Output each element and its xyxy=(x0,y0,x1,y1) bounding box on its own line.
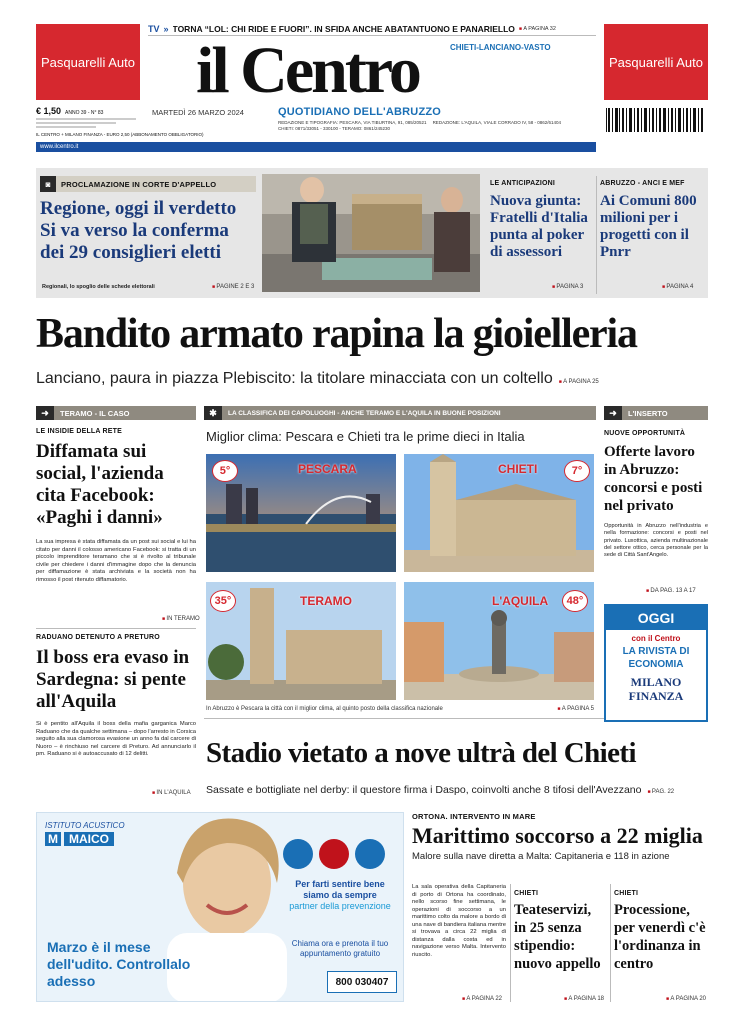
city-label-laquila: L'AQUILA xyxy=(492,594,549,608)
main-headline[interactable]: Bandito armato rapina la gioielleria xyxy=(36,311,637,357)
story-headline[interactable]: Diffamata sui social, l'azienda cita Facebook: «Paghi i danni» xyxy=(36,441,164,528)
promo-con: con il Centro xyxy=(631,634,681,643)
top-story-comuni[interactable] xyxy=(600,180,706,261)
story-subheadline: Malore sulla nave diretta a Malta: Capitaneria e 118 in azione xyxy=(412,851,670,862)
story-kicker-band xyxy=(40,176,256,192)
page-ref[interactable]: ■ PAGINE 2 E 3 xyxy=(212,284,254,290)
band-label: LA CLASSIFICA DEI CAPOLUOGHI - ANCHE TERAMO E L'AQUILA IN BUONE POSIZIONI xyxy=(222,406,596,420)
classifica-caption: In Abruzzo è Pescara la città con il miglior clima, al quinto posto della classifica nazionale xyxy=(206,706,443,712)
band-label: L'INSERTO xyxy=(622,406,708,420)
page-ref[interactable]: ■ A PAGINA 18 xyxy=(564,996,604,1002)
divider xyxy=(596,176,597,294)
story-kicker: CHIETI xyxy=(614,890,639,897)
story-headline[interactable]: Nuova giunta: Fratelli d'Italia punta al poker di assessori xyxy=(490,193,588,260)
top-story-regione[interactable] xyxy=(40,176,256,264)
top-story-giunta[interactable] xyxy=(490,180,592,261)
page-ref[interactable]: ■ PAGINA 3 xyxy=(552,284,583,290)
promo-rivista: LA RIVISTA DI ECONOMIA xyxy=(622,646,690,670)
maico-tagline xyxy=(281,879,399,912)
arrow-right-icon: ➜ xyxy=(36,406,54,420)
story-facebook[interactable] xyxy=(36,428,196,584)
story-lavoro[interactable] xyxy=(604,430,708,559)
ad-label: Pasquarelli Auto xyxy=(41,54,135,70)
city-label-pescara: PESCARA xyxy=(298,462,357,476)
promo-milano-finanza: MILANO FINANZA xyxy=(628,675,684,703)
top-banner-text: TORNA “LOL: CHI RIDE E FUORI”. IN SFIDA ANCHE ABATANTUONO E PANARIELLO xyxy=(172,23,515,34)
story-headline[interactable]: Marittimo soccorso a 22 miglia xyxy=(412,823,703,848)
story-marittimo[interactable] xyxy=(412,812,708,862)
story-headline[interactable]: Teateservizi, in 25 senza stipendio: nuovo appello xyxy=(514,902,601,972)
story-headline[interactable]: Ai Comuni 800 milioni per i progetti con il Pnrr xyxy=(600,193,697,260)
edition-label: CHIETI-LANCIANO-VASTO xyxy=(450,43,551,52)
arrow-right-icon: ➜ xyxy=(604,406,622,420)
promo-oggi: OGGI xyxy=(606,606,706,630)
barcode xyxy=(604,106,708,140)
story-headline[interactable]: Regione, oggi il verdetto Si va verso la conferma dei 29 consiglieri eletti xyxy=(40,198,237,263)
sport-headline[interactable]: Stadio vietato a nove ultrà del Chieti xyxy=(206,737,636,769)
rank-badge-chieti: 7° xyxy=(564,460,590,482)
maico-brand-top: ISTITUTO ACUSTICO xyxy=(45,821,125,830)
tagline: QUOTIDIANO DELL'ABRUZZO xyxy=(278,106,442,118)
story-teateservizi[interactable] xyxy=(514,890,606,973)
double-arrow-icon: » xyxy=(163,23,169,34)
maico-badges xyxy=(283,839,385,869)
story-headline[interactable]: Processione, per venerdì c'è l'ordinanza in centro xyxy=(614,902,706,972)
story-kicker: ORTONA. INTERVENTO IN MARE xyxy=(412,812,536,821)
band-label: TERAMO - IL CASO xyxy=(54,406,196,420)
sport-sub-row xyxy=(206,784,710,796)
newspaper-title[interactable]: il Centro xyxy=(196,34,419,107)
story-kicker: NUOVE OPPORTUNITÀ xyxy=(604,430,686,437)
milano-finanza-promo[interactable] xyxy=(604,604,708,722)
story-kicker: PROCLAMAZIONE IN CORTE D'APPELLO xyxy=(61,179,217,189)
story-kicker: CHIETI xyxy=(514,890,539,897)
rank-badge-teramo: 35° xyxy=(210,590,236,612)
maico-headline: Marzo è il mese dell'udito. Controllalo adesso xyxy=(47,939,191,989)
story-headline[interactable]: Il boss era evaso in Sardegna: si pente all'Aquila xyxy=(36,647,190,712)
story-body: Opportunità in Abruzzo nell'industria e nella formazione: concorsi e posti nel privato. Luxottica, azienda multinazionale del settore ottico, cerca personale per la sede di Città Sant'Angelo. xyxy=(604,523,708,559)
website-url[interactable]: www.ilcentro.it xyxy=(40,144,79,150)
sun-icon: ✱ xyxy=(204,406,222,420)
section-band-teramo xyxy=(36,406,196,420)
page-ref[interactable]: ■ PAG. 22 xyxy=(647,789,674,795)
audio-icon: ◙ xyxy=(40,176,56,192)
page-ref[interactable]: ■ A PAGINA 22 xyxy=(462,996,502,1002)
address-block xyxy=(278,120,608,132)
photo-caption: Regionali, lo spoglio delle schede elettorali xyxy=(42,284,155,290)
section-band-inserto xyxy=(604,406,708,420)
page-ref[interactable]: ■ PAGINA 4 xyxy=(662,284,693,290)
section-band-classifica xyxy=(204,406,596,420)
city-label-teramo: TERAMO xyxy=(300,594,352,608)
small-info: IL CENTRO + MILANO FINANZA - EURO 2,50 (ABBONAMENTO OBBLIGATORIO) xyxy=(36,132,204,137)
page-ref[interactable]: ■ A PAGINA 25 xyxy=(559,379,599,385)
address-aquila: REDAZIONE: L'AQUILA, VIALE CORRADO IV, 58 - 0862/61404 xyxy=(432,120,562,125)
maico-logo xyxy=(45,821,125,846)
ad-label: Pasquarelli Auto xyxy=(609,54,703,70)
divider xyxy=(510,884,511,1002)
divider xyxy=(36,628,196,629)
city-label-chieti: CHIETI xyxy=(498,462,538,476)
maico-phone-button[interactable] xyxy=(327,971,397,993)
story-kicker: RADUANO DETENUTO A PRETURO xyxy=(36,634,160,641)
story-kicker: LE ANTICIPAZIONI xyxy=(490,180,556,187)
maico-m-icon: M xyxy=(45,832,61,846)
issue-number: ANNO 39 - N° 83 xyxy=(65,110,104,116)
page-ref[interactable]: ■ A PAGINA 5 xyxy=(557,706,594,712)
maico-tagline-1: Per farti sentire bene siamo da sempre xyxy=(295,879,385,900)
story-body: Si è pentito all'Aquila il boss della mafia garganica Marco Raduano che da qualche settimana – dopo l'arresto in Corsica seguito alla sua clamorosa evasione un anno fa dal carcere di Nuoro – è rinchiuso nel carcere di Preturo. Ad annunciarlo il pm. Raduano si è autoaccusato di 12 delitti. xyxy=(36,721,196,758)
sport-subheadline: Sassate e bottigliate nel derby: il questore firma i Daspo, coinvolti anche 8 tifosi dell'Avezzano xyxy=(206,784,642,796)
badge-icon xyxy=(355,839,385,869)
marittimo-body: La sala operativa della Capitaneria di porto di Ortona ha coordinato, nello scorso fine settimana, le operazioni di soccorso a un marittimo colto da malore a bordo di una nave di bandiera italiana mentre si trovava a circa 22 miglia di distanza dalla costa ed in navigazione verso Malta. Intervento riuscito. xyxy=(412,884,506,958)
main-subheadline-row xyxy=(36,370,712,388)
badge-icon xyxy=(283,839,313,869)
tv-label: TV xyxy=(148,23,160,34)
page-ref[interactable]: ■ IN TERAMO xyxy=(162,616,200,622)
ad-pasquarelli-right[interactable] xyxy=(604,24,708,100)
maico-brand: MAICO xyxy=(64,832,114,846)
page-ref[interactable]: ■ DA PAG. 13 A 17 xyxy=(646,588,696,594)
rank-badge-laquila: 48° xyxy=(562,590,588,612)
ballot-count-photo xyxy=(262,174,480,292)
maico-phone[interactable]: 800 030407 xyxy=(335,976,389,988)
ad-maico[interactable] xyxy=(36,812,404,1002)
page-ref[interactable]: ■ A PAGINA 20 xyxy=(666,996,706,1002)
url-bar[interactable] xyxy=(36,142,596,152)
classifica-title[interactable]: Miglior clima: Pescara e Chieti tra le prime dieci in Italia xyxy=(206,429,525,444)
divider xyxy=(610,884,611,1002)
badge-icon xyxy=(319,839,349,869)
address-pescara: REDAZIONE E TIPOGRAFIA: PESCARA, VIA TIBURTINA, 91, 085/20521 xyxy=(278,120,427,125)
story-body: La sua impresa è stata diffamata da un post sui social e lui ha citato per danni il colosso americano Facebook: si tratta di un piccolo imprenditore teramano che si è rivolto al tribunale civile per chiedere i danni d'immagine dopo che la denuncia per diffamazione è stata archiviata e la società non ha rimosso il post ritenuto diffamatorio. xyxy=(36,539,196,583)
address-chieti: CHIETI: 0871/33051 - 330100 - TERAMO: 0861/245230 xyxy=(278,126,390,132)
story-boss[interactable] xyxy=(36,634,196,759)
top-banner-ref: ■ A PAGINA 32 xyxy=(519,26,556,32)
story-headline[interactable]: Offerte lavoro in Abruzzo: concorsi e posti nel privato xyxy=(604,444,703,514)
price: € 1,50 xyxy=(36,106,62,116)
page-ref[interactable]: ■ IN L'AQUILA xyxy=(152,790,191,796)
rank-badge-pescara: 5° xyxy=(212,460,238,482)
maico-tagline-2: partner della prevenzione xyxy=(289,901,391,911)
story-kicker: LE INSIDIE DELLA RETE xyxy=(36,428,123,435)
story-processione[interactable] xyxy=(614,890,708,973)
story-kicker: ABRUZZO - ANCI E MEF xyxy=(600,180,685,187)
ad-pasquarelli-left[interactable] xyxy=(36,24,140,100)
main-subheadline: Lanciano, paura in piazza Plebiscito: la titolare minacciata con un coltello xyxy=(36,370,553,387)
classifica-caption-row xyxy=(206,706,594,712)
issue-date: MARTEDÌ 26 MARZO 2024 xyxy=(152,108,244,117)
maico-cta: Chiama ora e prenota il tuo appuntamento gratuito xyxy=(291,939,389,958)
